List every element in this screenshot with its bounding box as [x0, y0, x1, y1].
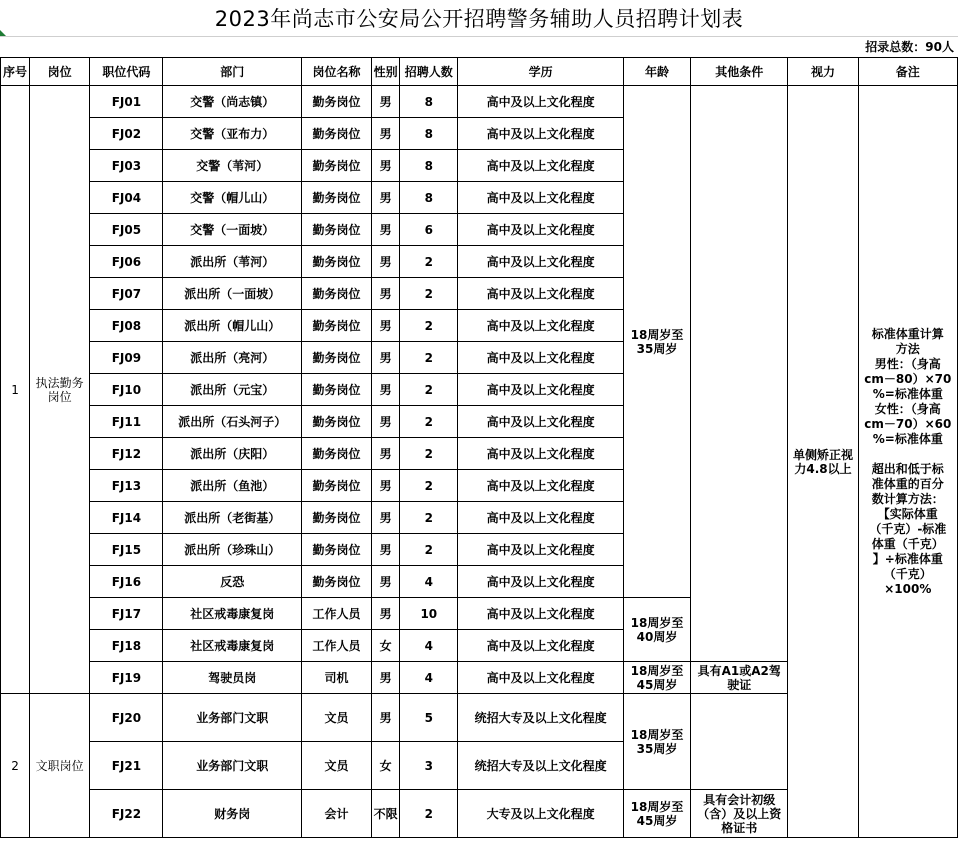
age-cell: 18周岁至40周岁 — [623, 598, 690, 662]
position-cell: 勤务岗位 — [301, 470, 371, 502]
group-post: 执法勤务岗位 — [30, 86, 90, 694]
code-cell: FJ11 — [90, 406, 163, 438]
education-cell: 高中及以上文化程度 — [458, 630, 624, 662]
dept-cell: 派出所（老街基） — [163, 502, 301, 534]
count-cell: 3 — [400, 742, 458, 790]
gender-cell: 男 — [372, 694, 400, 742]
gender-cell: 男 — [372, 86, 400, 118]
header-post: 岗位 — [30, 58, 90, 86]
count-cell: 4 — [400, 630, 458, 662]
code-cell: FJ10 — [90, 374, 163, 406]
position-cell: 勤务岗位 — [301, 502, 371, 534]
position-cell: 工作人员 — [301, 630, 371, 662]
position-cell: 工作人员 — [301, 598, 371, 630]
code-cell: FJ01 — [90, 86, 163, 118]
education-cell: 高中及以上文化程度 — [458, 566, 624, 598]
position-cell: 会计 — [301, 790, 371, 838]
dept-cell: 派出所（帽儿山） — [163, 310, 301, 342]
other-cell: 具有A1或A2驾驶证 — [691, 662, 788, 694]
header-position: 岗位名称 — [301, 58, 371, 86]
gender-cell: 男 — [372, 150, 400, 182]
note-line: cm－70）×60 — [864, 416, 952, 431]
dept-cell: 业务部门文职 — [163, 742, 301, 790]
dept-cell: 派出所（庆阳） — [163, 438, 301, 470]
note-line: %=标准体重 — [872, 431, 943, 446]
education-cell: 高中及以上文化程度 — [458, 86, 624, 118]
code-cell: FJ16 — [90, 566, 163, 598]
position-cell: 勤务岗位 — [301, 86, 371, 118]
count-cell: 2 — [400, 790, 458, 838]
count-cell: 2 — [400, 310, 458, 342]
dept-cell: 派出所（鱼池） — [163, 470, 301, 502]
code-cell: FJ14 — [90, 502, 163, 534]
position-cell: 勤务岗位 — [301, 214, 371, 246]
education-cell: 高中及以上文化程度 — [458, 598, 624, 630]
count-cell: 8 — [400, 118, 458, 150]
dept-cell: 交警（亚布力） — [163, 118, 301, 150]
dept-cell: 交警（帽儿山） — [163, 182, 301, 214]
dept-cell: 业务部门文职 — [163, 694, 301, 742]
gender-cell: 男 — [372, 406, 400, 438]
header-other: 其他条件 — [691, 58, 788, 86]
code-cell: FJ21 — [90, 742, 163, 790]
code-cell: FJ13 — [90, 470, 163, 502]
position-cell: 勤务岗位 — [301, 118, 371, 150]
table-header-row — [1, 58, 958, 86]
group-post: 文职岗位 — [30, 694, 90, 838]
note-line: 方法 — [895, 341, 920, 356]
other-cell-empty — [691, 694, 788, 790]
code-cell: FJ05 — [90, 214, 163, 246]
gender-cell: 不限 — [372, 790, 400, 838]
count-cell: 8 — [400, 86, 458, 118]
header-code: 职位代码 — [90, 58, 163, 86]
header-count: 招聘人数 — [400, 58, 458, 86]
position-cell: 勤务岗位 — [301, 406, 371, 438]
note-line: 标准体重计算 — [871, 326, 944, 341]
code-cell: FJ18 — [90, 630, 163, 662]
dept-cell: 社区戒毒康复岗 — [163, 598, 301, 630]
position-cell: 司机 — [301, 662, 371, 694]
dept-cell: 交警（一面坡） — [163, 214, 301, 246]
position-cell: 勤务岗位 — [301, 438, 371, 470]
dept-cell: 财务岗 — [163, 790, 301, 838]
gender-cell: 男 — [372, 342, 400, 374]
age-cell: 18周岁至35周岁 — [623, 694, 690, 790]
gender-cell: 男 — [372, 438, 400, 470]
education-cell: 统招大专及以上文化程度 — [458, 694, 624, 742]
gender-cell: 男 — [372, 278, 400, 310]
education-cell: 高中及以上文化程度 — [458, 662, 624, 694]
note-line: 【实际体重 — [877, 506, 938, 521]
education-cell: 大专及以上文化程度 — [458, 790, 624, 838]
code-cell: FJ12 — [90, 438, 163, 470]
note-line: （千克） — [883, 566, 932, 581]
dept-cell: 社区戒毒康复岗 — [163, 630, 301, 662]
code-cell: FJ20 — [90, 694, 163, 742]
table-body — [1, 86, 958, 838]
group-seq: 2 — [1, 694, 30, 838]
gender-cell: 女 — [372, 742, 400, 790]
education-cell: 高中及以上文化程度 — [458, 118, 624, 150]
note-line: （千克）-标准 — [869, 521, 947, 536]
code-cell: FJ09 — [90, 342, 163, 374]
code-cell: FJ02 — [90, 118, 163, 150]
dept-cell: 派出所（元宝） — [163, 374, 301, 406]
education-cell: 高中及以上文化程度 — [458, 470, 624, 502]
count-cell: 4 — [400, 662, 458, 694]
code-cell: FJ17 — [90, 598, 163, 630]
education-cell: 高中及以上文化程度 — [458, 374, 624, 406]
gender-cell: 男 — [372, 182, 400, 214]
education-cell: 统招大专及以上文化程度 — [458, 742, 624, 790]
gender-cell: 女 — [372, 630, 400, 662]
note-line: 准体重的百分 — [871, 476, 944, 491]
dept-cell: 反恐 — [163, 566, 301, 598]
count-cell: 2 — [400, 534, 458, 566]
education-cell: 高中及以上文化程度 — [458, 150, 624, 182]
note-line: 体重（千克） — [871, 536, 944, 551]
education-cell: 高中及以上文化程度 — [458, 278, 624, 310]
position-cell: 文员 — [301, 694, 371, 742]
dept-cell: 派出所（一面坡） — [163, 278, 301, 310]
note-line: 】÷标准体重 — [872, 551, 943, 566]
position-cell: 勤务岗位 — [301, 278, 371, 310]
gender-cell: 男 — [372, 374, 400, 406]
dept-cell: 派出所（亮河） — [163, 342, 301, 374]
header-age: 年龄 — [623, 58, 690, 86]
code-cell: FJ03 — [90, 150, 163, 182]
position-cell: 勤务岗位 — [301, 246, 371, 278]
gender-cell: 男 — [372, 502, 400, 534]
education-cell: 高中及以上文化程度 — [458, 438, 624, 470]
header-vision: 视力 — [788, 58, 858, 86]
count-cell: 2 — [400, 374, 458, 406]
note-line: cm－80）×70 — [864, 371, 952, 386]
position-cell: 勤务岗位 — [301, 182, 371, 214]
count-cell: 2 — [400, 278, 458, 310]
header-gender: 性别 — [372, 58, 400, 86]
note-line: 超出和低于标 — [871, 461, 944, 476]
note-line: ×100% — [884, 581, 932, 596]
education-cell: 高中及以上文化程度 — [458, 406, 624, 438]
table-row — [1, 86, 958, 118]
gender-cell: 男 — [372, 534, 400, 566]
dept-cell: 交警（苇河） — [163, 150, 301, 182]
count-cell: 2 — [400, 406, 458, 438]
count-cell: 2 — [400, 438, 458, 470]
code-cell: FJ08 — [90, 310, 163, 342]
count-cell: 2 — [400, 342, 458, 374]
education-cell: 高中及以上文化程度 — [458, 246, 624, 278]
other-cell-empty — [691, 86, 788, 662]
dept-cell: 派出所（珍珠山） — [163, 534, 301, 566]
count-cell: 10 — [400, 598, 458, 630]
count-cell: 8 — [400, 150, 458, 182]
education-cell: 高中及以上文化程度 — [458, 502, 624, 534]
gender-cell: 男 — [372, 246, 400, 278]
count-cell: 6 — [400, 214, 458, 246]
dept-cell: 交警（尚志镇） — [163, 86, 301, 118]
education-cell: 高中及以上文化程度 — [458, 214, 624, 246]
count-cell: 8 — [400, 182, 458, 214]
code-cell: FJ15 — [90, 534, 163, 566]
note-line: 男性：（身高 — [874, 356, 941, 371]
page-title: 2023年尚志市公安局公开招聘警务辅助人员招聘计划表 — [214, 7, 744, 31]
position-cell: 勤务岗位 — [301, 566, 371, 598]
count-cell: 4 — [400, 566, 458, 598]
note-line: 女性：（身高 — [874, 401, 941, 416]
age-cell: 18周岁至45周岁 — [623, 662, 690, 694]
note-line — [861, 447, 955, 462]
education-cell: 高中及以上文化程度 — [458, 310, 624, 342]
cell-comment-marker — [0, 30, 6, 36]
age-cell: 18周岁至35周岁 — [623, 86, 690, 598]
count-cell: 5 — [400, 694, 458, 742]
code-cell: FJ04 — [90, 182, 163, 214]
education-cell: 高中及以上文化程度 — [458, 342, 624, 374]
code-cell: FJ19 — [90, 662, 163, 694]
note-cell — [858, 86, 957, 838]
position-cell: 勤务岗位 — [301, 342, 371, 374]
other-cell: 具有会计初级（含）及以上资格证书 — [691, 790, 788, 838]
dept-cell: 派出所（苇河） — [163, 246, 301, 278]
education-cell: 高中及以上文化程度 — [458, 534, 624, 566]
gender-cell: 男 — [372, 310, 400, 342]
gender-cell: 男 — [372, 598, 400, 630]
total-count: 招录总数：90人 — [865, 40, 954, 54]
header-note: 备注 — [858, 58, 957, 86]
position-cell: 勤务岗位 — [301, 374, 371, 406]
gender-cell: 男 — [372, 470, 400, 502]
gender-cell: 男 — [372, 566, 400, 598]
count-cell: 2 — [400, 246, 458, 278]
recruitment-table — [0, 57, 958, 838]
header-education: 学历 — [458, 58, 624, 86]
group-seq: 1 — [1, 86, 30, 694]
count-cell: 2 — [400, 470, 458, 502]
position-cell: 勤务岗位 — [301, 310, 371, 342]
position-cell: 勤务岗位 — [301, 150, 371, 182]
note-line: 数计算方法： — [871, 491, 944, 506]
note-line: %=标准体重 — [872, 386, 943, 401]
code-cell: FJ06 — [90, 246, 163, 278]
header-dept: 部门 — [163, 58, 301, 86]
dept-cell: 驾驶员岗 — [163, 662, 301, 694]
gender-cell: 男 — [372, 118, 400, 150]
header-seq: 序号 — [1, 58, 30, 86]
count-cell: 2 — [400, 502, 458, 534]
title-bar — [0, 0, 958, 37]
age-cell: 18周岁至45周岁 — [623, 790, 690, 838]
gender-cell: 男 — [372, 662, 400, 694]
dept-cell: 派出所（石头河子） — [163, 406, 301, 438]
gender-cell: 男 — [372, 214, 400, 246]
code-cell: FJ22 — [90, 790, 163, 838]
education-cell: 高中及以上文化程度 — [458, 182, 624, 214]
code-cell: FJ07 — [90, 278, 163, 310]
position-cell: 文员 — [301, 742, 371, 790]
position-cell: 勤务岗位 — [301, 534, 371, 566]
vision-cell: 单侧矫正视力4.8以上 — [788, 86, 858, 838]
